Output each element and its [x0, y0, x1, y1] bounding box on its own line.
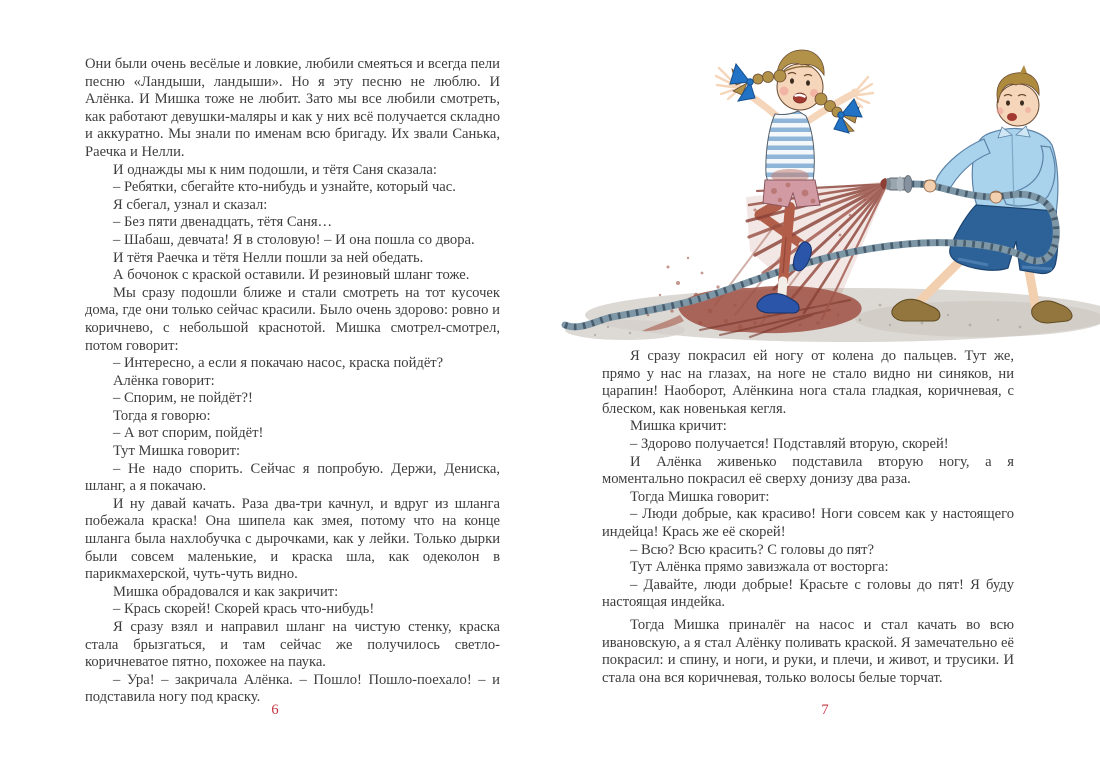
- illustration-svg: [550, 15, 1100, 350]
- paragraph: Алёнка говорит:: [113, 372, 215, 389]
- paragraph: Я сразу взял и направил шланг на чистую стенку, краска стала брызгаться, и там сейчас же получилось светло-коричневатое пятно, похожее на паука.: [85, 619, 500, 671]
- paragraph: – Интересно, а если я покачаю насос, краска пойдёт?: [113, 355, 444, 372]
- paragraph: – Здорово получается! Подставляй вторую, скорей!: [630, 435, 949, 452]
- left-page-text: [85, 56, 500, 707]
- paragraph: – Без пяти двенадцать, тётя Саня…: [113, 214, 333, 231]
- paragraph: – Всю? Всю красить? С головы до пят?: [630, 541, 875, 558]
- paragraph: – Крась скорей! Скорей крась что-нибудь!: [113, 601, 375, 618]
- paragraph: Я сразу покрасил ей ногу от колена до пальцев. Тут же, прямо у нас на глазах, на ноге не стало видно ни синяков, ни царапин! Наоборот, Алёнкина нога стала гладкая, коричневая, с блеском, как новенькая кегля.: [602, 348, 1014, 417]
- paragraph: Мы сразу подошли ближе и стали смотреть на тот кусочек дома, где они только сейчас красили. Было очень здорово: ровно и коричнево, с небольшой краснотой. Мишка смотрел-смотрел, потом говорит:: [85, 284, 500, 354]
- right-page-text: [602, 348, 1014, 687]
- paragraph: А бочонок с краской оставили. И резиновый шланг тоже.: [113, 267, 470, 284]
- paragraph: И тётя Раечка и тётя Нелли пошли за ней обедать.: [113, 249, 424, 266]
- paragraph: Мишка обрадовался и как закричит:: [113, 583, 339, 600]
- paragraph: – Шабаш, девчата! Я в столовую! – И она пошла со двора.: [113, 231, 475, 248]
- paragraph: Мишка кричит:: [630, 418, 727, 435]
- page-number-right: 7: [821, 702, 829, 718]
- paragraph: Тут Алёнка прямо завизжала от восторга:: [630, 559, 889, 576]
- paragraph: Тут Мишка говорит:: [113, 443, 241, 460]
- paragraph: – Ура! – закричала Алёнка. – Пошло! Пошло-поехало! – и подставила ногу под краску.: [85, 671, 500, 706]
- paragraph: И ну давай качать. Раза два-три качнул, и вдруг из шланга побежала краска! Она шипела как змея, потому что на конце шланга была нахлобучка с дырочками, как у лейки. Только дырки были совсем маленькие, и краска шла, как одеколон в парикмахерской, чуть-чуть видно.: [85, 495, 500, 583]
- paragraph: – Спорим, не пойдёт?!: [113, 390, 253, 407]
- paragraph: Я сбегал, узнал и сказал:: [113, 196, 268, 213]
- paragraph: Тогда Мишка приналёг на насос и стал качать во всю ивановскую, а я стал Алёнку поливать краской. Я замечательно её покрасил: и спину, и ноги, и руки, и плечи, и живот, и трусики. И стала она вся коричневая, только волосы белые торчат.: [602, 616, 1014, 686]
- paragraph: – Люди добрые, как красиво! Ноги совсем как у настоящего индейца! Крась же её скорей!: [602, 506, 1014, 540]
- paragraph: Они были очень весёлые и ловкие, любили смеяться и всегда пели песню «Ландыши, ландыши». Но я эту песню не люблю. И Алёнка. И Мишка тоже не любит. Зато мы все любили смотреть, как работают девушки-маляры и как у них всё получается складно и аккуратно. Мы знали по именам всю бригаду. Их звали Санька, Раечка и Нелли.: [85, 56, 500, 160]
- page-number-left: 6: [271, 702, 279, 718]
- paragraph: Тогда Мишка говорит:: [630, 488, 770, 505]
- illustration-hose-painting: [550, 15, 1100, 350]
- paragraph: – А вот спорим, пойдёт!: [113, 425, 264, 442]
- paragraph: – Не надо спорить. Сейчас я попробую. Держи, Дениска, шланг, а я покачаю.: [85, 460, 500, 495]
- paragraph: Тогда я говорю:: [113, 407, 211, 424]
- paragraph: И Алёнка живенько подставила вторую ногу, а я моментально покрасил её сверху донизу два раза.: [602, 453, 1014, 488]
- paragraph: И однажды мы к ним подошли, и тётя Саня сказала:: [113, 161, 437, 178]
- boy-head: [997, 65, 1040, 126]
- paragraph: – Ребятки, сбегайте кто-нибудь и узнайте, который час.: [113, 179, 456, 196]
- paragraph: – Давайте, люди добрые! Красьте с головы до пят! Я буду настоящая индейка.: [602, 576, 1014, 611]
- girl-figure: [716, 50, 873, 207]
